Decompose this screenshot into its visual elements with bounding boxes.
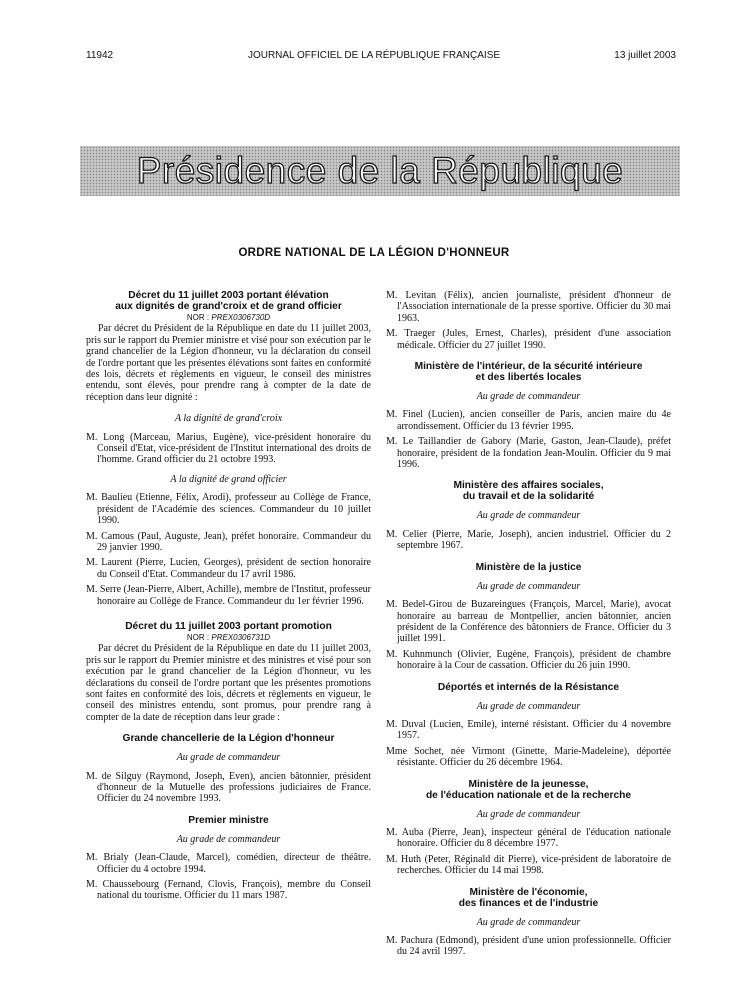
list-item: M. Pachura (Edmond), président d'une union professionnelle. Officier du 24 avril 1997. xyxy=(386,935,671,958)
left-column xyxy=(86,290,371,906)
ministry-heading: Premier ministre xyxy=(188,814,269,826)
list-item: M. de Silguy (Raymond, Joseph, Even), ancien bâtonnier, président d'honneur de la Mutuelle des professions judiciaires de France. Officier du 24 novembre 1993. xyxy=(86,770,371,805)
grade-heading: Au grade de commandeur xyxy=(476,580,581,592)
list-item: M. Kuhnmunch (Olivier, Eugène, François), président de chambre honoraire à la Cour de cassation. Officier du 26 juin 1990. xyxy=(386,648,671,672)
list-item: M. Traeger (Jules, Ernest, Charles), président d'une association médicale. Officier du 27 juillet 1990. xyxy=(386,328,671,351)
decree2-intro: Par décret du Président de la République en date du 11 juillet 2003, pris sur le rapport du Premier ministre et des ministres et visé pour son exécution par le grand chancelier de la Légion d'honneur, vu les déclarations du conseil de l'ordre portant que les présentes promotions sont faites en conformité des lois, décrets et règlements en vigueur, le conseil des ministres entendu, sont promus, pour prendre rang à compter de la date de réception dans leur grade : xyxy=(86,643,371,723)
grade-heading: A la dignité de grand'croix xyxy=(174,413,283,425)
grade-heading: Au grade de commandeur xyxy=(176,833,281,845)
decree1-intro: Par décret du Président de la République en date du 11 juillet 2003, pris sur le rapport du Premier ministre et visé pour son exécution par le grand chancelier de la Légion d'honneur, vu la déclaration du conseil de l'ordre portant que les présentes élévations sont faites en conformité des lois, décrets et règlements en vigueur, le conseil des ministres entendu, sont élevés, pour prendre rang à compter de la date de réception dans leur dignité : xyxy=(86,323,371,403)
list-item: M. Chaussebourg (Fernand, Clovis, François), membre du Conseil national du tourisme. Officier du 11 mars 1987. xyxy=(86,879,371,902)
journal-title: JOURNAL OFFICIEL DE LA RÉPUBLIQUE FRANÇAISE xyxy=(247,50,501,61)
list-item: M. Levitan (Félix), ancien journaliste, président d'honneur de l'Association internationale de la presse sportive. Officier du 30 mai 1963. xyxy=(386,290,671,324)
section-title: ORDRE NATIONAL DE LA LÉGION D'HONNEUR xyxy=(238,247,510,259)
list-item: M. Laurent (Pierre, Lucien, Georges), président de section honoraire du Conseil d'Etat. Commandeur du 17 avril 1986. xyxy=(86,557,371,580)
list-item: M. Camous (Paul, Auguste, Jean), préfet honoraire. Commandeur du 29 janvier 1990. xyxy=(86,530,371,553)
list-item: M. Huth (Peter, Réginald dit Pierre), vice-président de laboratoire de recherches. Officier du 14 mai 1998. xyxy=(386,853,671,877)
list-item: M. Long (Marceau, Marius, Eugène), vice-président honoraire du Conseil d'Etat, vice-président de l'Institut international des droits de l'homme. Grand officier du 21 octobre 1993. xyxy=(86,431,371,466)
ministry-heading: Ministère des affaires sociales, du travail et de la solidarité xyxy=(453,480,604,503)
issue-date: 13 juillet 2003 xyxy=(614,50,676,61)
decree1-nor: NOR : PREX0306730D xyxy=(186,313,271,322)
list-item: M. Le Taillandier de Gabory (Marie, Gaston, Jean-Claude), préfet honoraire, président de la fondation Jean-Moulin. Officier du 9 mai 1996. xyxy=(386,436,671,471)
grade-heading: Au grade de commandeur xyxy=(476,510,581,522)
grade-heading: Au grade de commandeur xyxy=(176,752,281,764)
decree2-title: Décret du 11 juillet 2003 portant promotion xyxy=(125,620,332,632)
list-item: M. Serre (Jean-Pierre, Albert, Achille), membre de l'Institut, professeur honoraire au Collège de France. Commandeur du 1er février 1996. xyxy=(86,584,371,607)
list-item: M. Celier (Pierre, Marie, Joseph), ancien industriel. Officier du 2 septembre 1967. xyxy=(386,528,671,552)
right-column xyxy=(386,290,671,962)
grade-heading: A la dignité de grand officier xyxy=(170,473,287,485)
ministry-heading: Grande chancellerie de la Légion d'honneur xyxy=(122,733,335,745)
decree1-title: Décret du 11 juillet 2003 portant élévation aux dignités de grand'croix et de grand officier xyxy=(115,290,342,312)
list-item: M. Auba (Pierre, Jean), inspecteur général de l'éducation nationale honoraire. Officier du 8 décembre 1977. xyxy=(386,826,671,850)
list-item: Mme Sochet, née Virmont (Ginette, Marie-Madeleine), déportée résistante. Officier du 26 décembre 1964. xyxy=(386,745,671,769)
presidency-banner xyxy=(80,146,680,196)
grade-heading: Au grade de commandeur xyxy=(476,808,581,820)
list-item: M. Duval (Lucien, Emile), interné résistant. Officier du 4 novembre 1957. xyxy=(386,718,671,742)
banner-title: Présidence de la République xyxy=(136,150,624,191)
grade-heading: Au grade de commandeur xyxy=(476,916,581,928)
ministry-heading: Ministère de l'économie, des finances et de l'industrie xyxy=(458,886,599,909)
grade-heading: Au grade de commandeur xyxy=(476,391,581,403)
list-item: M. Finel (Lucien), ancien conseiller de Paris, ancien maire du 4e arrondissement. Officier du 13 février 1995. xyxy=(386,409,671,432)
decree2-nor: NOR : PREX0306731D xyxy=(186,632,271,642)
page-number: 11942 xyxy=(86,50,114,61)
list-item: M. Bedel-Girou de Buzareingues (François, Marcel, Marie), avocat honoraire au barreau de Montpellier, ancien bâtonnier, ancien président de la Conférence des bâtonniers de France. Officier du 3 juillet 1991. xyxy=(386,599,671,645)
grade-heading: Au grade de commandeur xyxy=(476,700,581,712)
list-item: M. Baulieu (Etienne, Félix, Arodi), professeur au Collège de France, président de l'Académie des sciences. Commandeur du 10 juillet 1990. xyxy=(86,492,371,527)
ministry-heading: Ministère de l'intérieur, de la sécurité intérieure et des libertés locales xyxy=(414,361,643,384)
ministry-heading: Ministère de la justice xyxy=(475,561,582,573)
list-item: M. Brialy (Jean-Claude, Marcel), comédien, directeur de théâtre. Officier du 4 octobre 1994. xyxy=(86,852,371,875)
ministry-heading: Déportés et internés de la Résistance xyxy=(437,681,620,693)
ministry-heading: Ministère de la jeunesse, de l'éducation nationale et de la recherche xyxy=(425,778,632,801)
